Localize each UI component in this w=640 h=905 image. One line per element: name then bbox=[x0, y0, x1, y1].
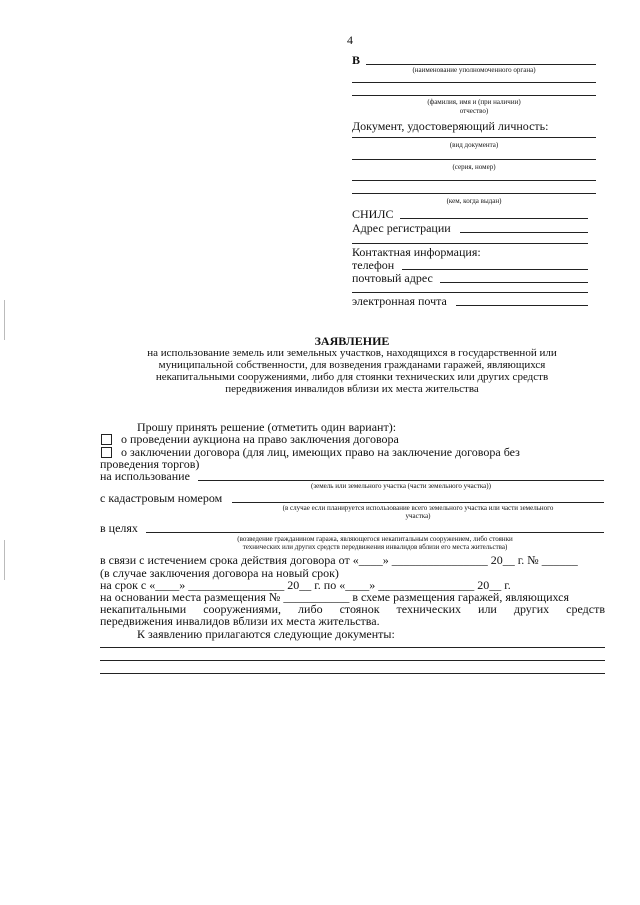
option-contract-label-2: проведения торгов) bbox=[100, 457, 200, 471]
id-document-line[interactable] bbox=[352, 137, 596, 138]
placement-line-2: некапитальными сооружениями, либо стоянок технических или других средств bbox=[100, 602, 605, 616]
attachments-line-2[interactable] bbox=[100, 660, 605, 661]
email-label: электронная почта bbox=[352, 294, 447, 308]
phone-label: телефон bbox=[352, 258, 395, 272]
registration-line-2[interactable] bbox=[352, 243, 588, 244]
doc-type-caption: (вид документа) bbox=[449, 141, 499, 149]
series-line-1[interactable] bbox=[352, 180, 596, 181]
option-contract-label-1: о заключении договора (для лиц, имеющих право на заключение договора без bbox=[121, 445, 520, 459]
series-line-2[interactable] bbox=[352, 193, 596, 194]
scan-artifact bbox=[4, 540, 5, 580]
purpose-caption-2: технических или других средств передвижения инвалидов вблизи его места жительства) bbox=[242, 543, 508, 551]
usage-label: на использование bbox=[100, 469, 190, 483]
application-heading: ЗАЯВЛЕНИЕ bbox=[314, 334, 390, 348]
purpose-line[interactable] bbox=[146, 532, 604, 533]
postal-address-label: почтовый адрес bbox=[352, 271, 433, 285]
title-line-1: на использование земель или земельных участков, находящихся в государственной или bbox=[147, 347, 557, 359]
option-auction-label: о проведении аукциона на право заключения договора bbox=[121, 432, 399, 446]
cadastral-caption-2: участка) bbox=[405, 512, 431, 520]
snils-line[interactable] bbox=[400, 218, 588, 219]
postal-address-line-2[interactable] bbox=[352, 292, 588, 293]
series-caption: (серия, номер) bbox=[452, 163, 496, 171]
usage-caption: (земель или земельного участка (части земельного участка)) bbox=[311, 482, 491, 490]
request-text: Прошу принять решение (отметить один вариант): bbox=[137, 420, 397, 434]
placement-line-3: передвижения инвалидов вблизи их места жительства. bbox=[100, 614, 380, 628]
cadastral-line[interactable] bbox=[232, 502, 604, 503]
title-line-3: некапитальными сооружениями, либо для стоянки технических или других средств bbox=[155, 371, 549, 383]
page-number: 4 bbox=[347, 33, 353, 47]
id-document-label: Документ, удостоверяющий личность: bbox=[352, 119, 549, 133]
attachments-line-3[interactable] bbox=[100, 673, 605, 674]
usage-line[interactable] bbox=[198, 480, 604, 481]
email-line[interactable] bbox=[456, 305, 588, 306]
option-auction-checkbox[interactable] bbox=[101, 434, 112, 445]
expiry-line: в связи с истечением срока действия договора от «____» ________________ 20__ г. № ______ bbox=[100, 553, 578, 567]
phone-line[interactable] bbox=[402, 269, 588, 270]
fullname-line-2[interactable] bbox=[352, 95, 596, 96]
contact-label: Контактная информация: bbox=[352, 245, 481, 259]
attachments-label: К заявлению прилагаются следующие документы: bbox=[137, 627, 395, 641]
postal-address-line-1[interactable] bbox=[440, 282, 588, 283]
doc-type-line[interactable] bbox=[352, 159, 596, 160]
issued-caption: (кем, когда выдан) bbox=[446, 197, 502, 205]
new-term-note: (в случае заключения договора на новый срок) bbox=[100, 566, 339, 580]
authority-line[interactable] bbox=[366, 64, 596, 65]
cadastral-label: с кадастровым номером bbox=[100, 491, 223, 505]
to-label: В bbox=[352, 53, 361, 67]
fullname-caption-2: отчество) bbox=[459, 107, 489, 115]
registration-line-1[interactable] bbox=[460, 232, 588, 233]
snils-label: СНИЛС bbox=[352, 207, 394, 221]
title-line-4: передвижения инвалидов вблизи их места жительства bbox=[225, 383, 479, 395]
placement-line-1: на основании места размещения № ___________ в схеме размещения гаражей, являющихся bbox=[100, 590, 569, 604]
cadastral-caption-1: (в случае если планируется использование всего земельного участка или части земельного bbox=[282, 504, 554, 512]
registration-label: Адрес регистрации bbox=[352, 221, 451, 235]
scan-artifact bbox=[4, 300, 5, 340]
authority-caption: (наименование уполномоченного органа) bbox=[412, 66, 536, 74]
fullname-line-1[interactable] bbox=[352, 82, 596, 83]
term-line: на срок с «____» ________________ 20__ г. по «____» ________________ 20__ г. bbox=[100, 578, 511, 592]
purpose-label: в целях bbox=[100, 521, 138, 535]
title-line-2: муниципальной собственности, для возведения гражданами гаражей, являющихся bbox=[158, 359, 546, 371]
purpose-caption-1: (возведение гражданином гаража, являющегося некапитальным сооружением, либо стоянки bbox=[237, 535, 513, 543]
attachments-line-1[interactable] bbox=[100, 647, 605, 648]
fullname-caption-1: (фамилия, имя и (при наличии) bbox=[427, 98, 521, 106]
